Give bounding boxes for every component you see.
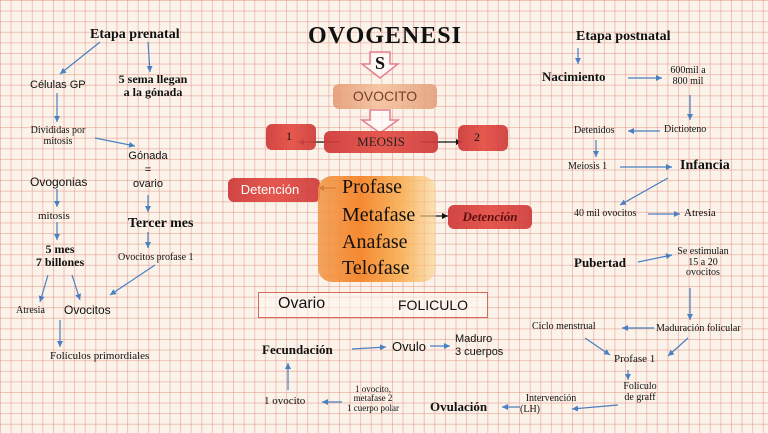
cinco-mes-line: 5 mes — [45, 242, 75, 256]
ciclo-menstrual: Ciclo menstrual — [532, 321, 596, 332]
ovogonias: Ovogonias — [30, 175, 88, 189]
foliculo-label: FOLICULO — [398, 297, 469, 313]
arrow-prenatal-sema — [148, 42, 150, 72]
folgraff-line1: Folículo — [623, 381, 657, 392]
meiosis-label: MEOSIS — [357, 134, 405, 149]
diagram-title-tail: S — [374, 53, 385, 73]
divididas-line1: Divididas por — [30, 125, 86, 136]
gonada-ovario — [122, 150, 174, 191]
un-ovocito: 1 ovocito — [264, 395, 306, 407]
ovmeta-line1: 1 ovocito, — [355, 384, 391, 394]
meiosis-2-label: 2 — [474, 130, 480, 144]
estimulan-line2: 15 a 20 — [688, 256, 718, 268]
diagram-title: OVOGENESI — [308, 23, 462, 49]
foliculos-primordiales: Folículos primordiales — [50, 350, 150, 362]
intervencion-line1: Intervención — [525, 393, 577, 404]
arrow-infancia-40mil — [620, 178, 668, 205]
estimulan-line3: ovocitos — [686, 267, 720, 278]
maduro-3-cuerpos — [455, 333, 503, 359]
phase-profase: Profase — [342, 176, 402, 198]
postnatal-header: Etapa postnatal — [576, 29, 671, 44]
cinco-mes — [28, 243, 92, 268]
ovmeta-line2: metafase 2 — [353, 393, 393, 404]
gonada-line2: = — [144, 163, 152, 176]
sema-llegan-line2: a la gónada — [123, 84, 183, 99]
cuarenta-mil: 40 mil ovocitos — [574, 208, 637, 219]
seiscientos-line1: 600mil a — [670, 65, 706, 76]
prenatal-header: Etapa prenatal — [90, 27, 180, 42]
ovulo: Ovulo — [392, 339, 426, 354]
seiscientos-line2: 800 mil — [672, 75, 704, 87]
arrow-fecundacion-ovulo — [352, 347, 386, 349]
intervencion-lh — [520, 394, 582, 415]
atresia-postnatal: Atresia — [684, 207, 716, 219]
meiosis-1: Meiosis 1 — [568, 161, 608, 172]
celulas-gp: Células GP — [30, 79, 86, 91]
intervencion-line2: (LH) — [520, 403, 540, 415]
hollow-arrow-ovocito — [362, 110, 398, 133]
divididas-mitosis — [18, 126, 98, 147]
phase-anafase: Anafase — [342, 231, 408, 253]
sema-llegan-line1: 5 sema llegan — [118, 72, 188, 86]
ovocito-metafase-2 — [340, 385, 406, 413]
maduro-line1: Maduro — [455, 333, 493, 345]
detencion-right-label: Detención — [462, 209, 518, 224]
detenidos: Detenidos — [574, 125, 615, 136]
nacimiento: Nacimiento — [542, 69, 606, 84]
arrow-billones-ovocitos — [72, 275, 80, 300]
arrow-billones-atresia — [40, 275, 48, 302]
phase-metafase: Metafase — [342, 204, 416, 226]
ovocitos-profase: Ovocitos profase 1 — [118, 252, 194, 263]
atresia-prenatal: Atresia — [16, 305, 45, 316]
mitosis: mitosis — [38, 210, 70, 222]
dictioteno: Dictioteno — [664, 124, 707, 135]
infancia: Infancia — [680, 158, 730, 173]
estimulan-line1: Se estimulan — [677, 246, 729, 257]
ovmeta-line3: 1 cuerpo polar — [347, 402, 399, 413]
profase-1: Profase 1 — [614, 353, 656, 365]
siete-billones-line: 7 billones — [35, 254, 85, 269]
maduro-line2: 3 cuerpos — [455, 346, 504, 359]
arrow-maduracion-profase — [668, 338, 688, 356]
fecundacion: Fecundación — [262, 342, 333, 357]
ovocito-label: OVOCITO — [352, 88, 418, 104]
pubertad: Pubertad — [574, 255, 626, 270]
ovario-label: Ovario — [278, 295, 326, 312]
detencion-left-label: Detención — [240, 182, 300, 197]
phase-telofase: Telofase — [342, 257, 410, 279]
divididas-line2: mitosis — [43, 135, 73, 147]
arrow-divididas-gonada — [95, 138, 135, 146]
foliculo-graff — [614, 382, 666, 403]
ovocitos: Ovocitos — [64, 303, 111, 317]
arrow-pubertad-estimulan — [638, 255, 672, 262]
tercer-mes: Tercer mes — [128, 216, 194, 231]
maduracion-folicular: Maduración folicular — [656, 323, 741, 334]
seiscientos-mil — [660, 66, 716, 87]
arrow-ciclo-profase — [585, 338, 610, 355]
sema-llegan — [98, 73, 208, 98]
folgraff-line2: de graff — [624, 391, 656, 403]
ovulacion: Ovulación — [430, 399, 488, 414]
meiosis-1-label: 1 — [286, 129, 292, 143]
gonada-line1: Gónada — [128, 150, 168, 162]
gonada-line3: ovario — [133, 177, 163, 190]
se-estimulan — [670, 247, 736, 279]
arrow-profase-ovocitos — [110, 265, 155, 295]
arrow-prenatal-celulas — [60, 42, 100, 74]
